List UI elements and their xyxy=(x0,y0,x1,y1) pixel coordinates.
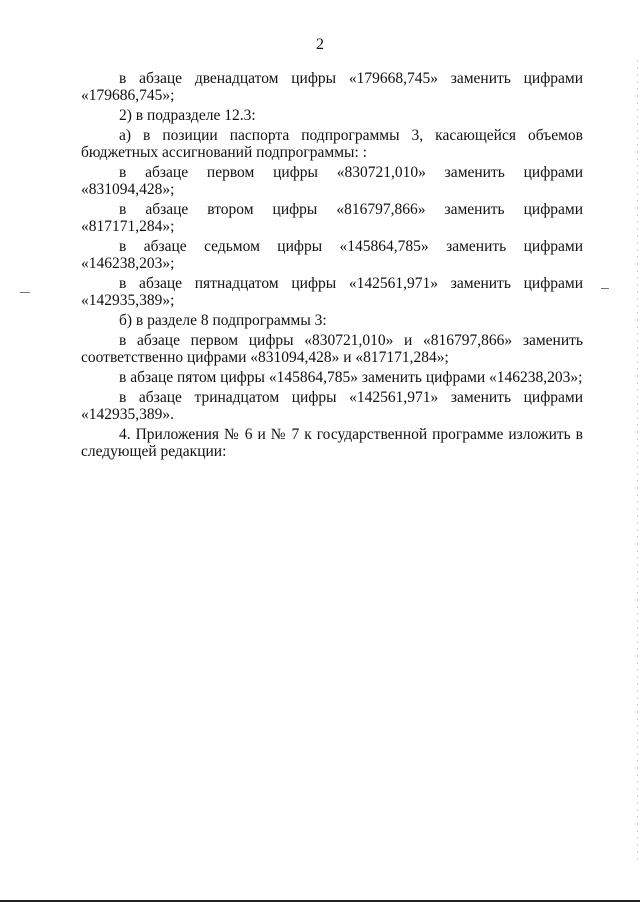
document-body xyxy=(81,70,583,463)
paragraph-abzac-12: в абзаце двенадцатом цифры «179668,745» заменить цифрами «179686,745»; xyxy=(81,70,583,104)
scan-mark-right xyxy=(601,288,609,289)
paragraph-appendices: 4. Приложения № 6 и № 7 к государственной программе изложить в следующей редакции: xyxy=(81,426,583,460)
paragraph-abzac-1: в абзаце первом цифры «830721,010» заменить цифрами «831094,428»; xyxy=(81,164,583,198)
paragraph-abzac-7: в абзаце седьмом цифры «145864,785» заменить цифрами «146238,203»; xyxy=(81,238,583,272)
scan-edge-artifact xyxy=(637,60,638,860)
paragraph-section-8: б) в разделе 8 подпрограммы 3: xyxy=(119,312,327,329)
scan-mark-left xyxy=(20,292,30,293)
paragraph-section-8-abzac-5: в абзаце пятом цифры «145864,785» заменить цифрами «146238,203»; xyxy=(119,369,583,386)
bottom-rule xyxy=(0,900,640,902)
paragraph-abzac-15: в абзаце пятнадцатом цифры «142561,971» заменить цифрами «142935,389»; xyxy=(81,275,583,309)
paragraph-abzac-2: в абзаце втором цифры «816797,866» заменить цифрами «817171,284»; xyxy=(81,201,583,235)
paragraph-section-8-abzac-13: в абзаце тринадцатом цифры «142561,971» заменить цифрами «142935,389». xyxy=(81,389,583,423)
paragraph-passport-position: а) в позиции паспорта подпрограммы 3, касающейся объемов бюджетных ассигнований подпрограммы: : xyxy=(81,127,583,161)
paragraph-section-8-abzac-1: в абзаце первом цифры «830721,010» и «816797,866» заменить соответственно цифрами «831094,428» и «817171,284»; xyxy=(81,332,583,366)
page-number: 2 xyxy=(316,36,324,53)
paragraph-subsection-12-3: 2) в подразделе 12.3: xyxy=(119,107,256,124)
